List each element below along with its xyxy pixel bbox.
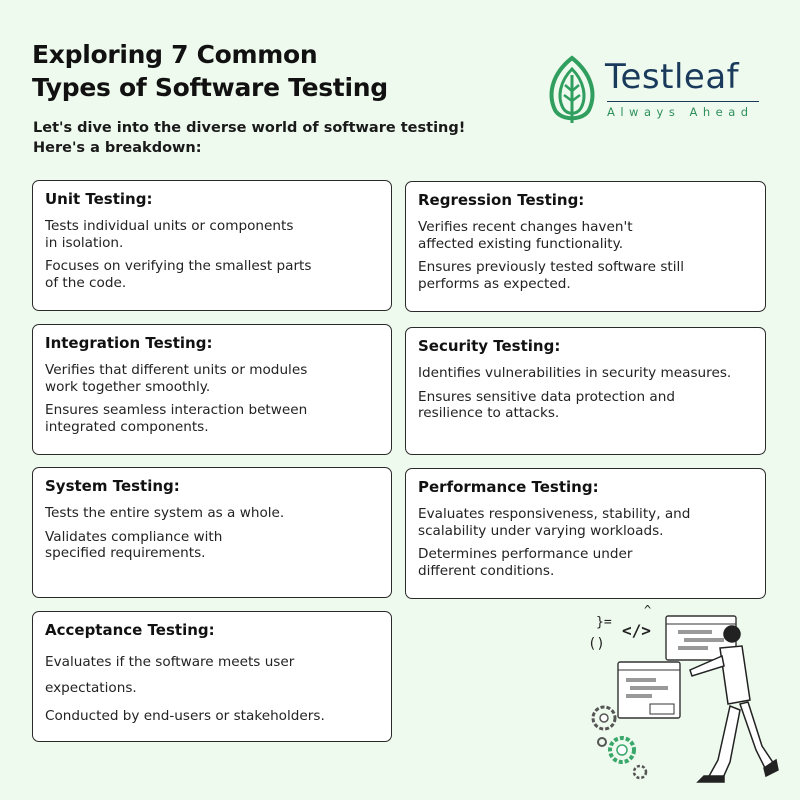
- card-point-line: expectations.: [45, 680, 137, 696]
- card-title: Unit Testing:: [45, 190, 153, 208]
- card-point-line: Verifies recent changes haven't: [418, 219, 633, 235]
- gear-icon: [610, 738, 634, 762]
- card-point-line: Conducted by end-users or stakeholders.: [45, 708, 325, 724]
- card-point: [418, 546, 753, 579]
- card-point-line: Ensures sensitive data protection and: [418, 388, 675, 405]
- svg-text:}=: }=: [596, 615, 612, 630]
- card-point-line: in isolation.: [45, 234, 124, 251]
- card-point: [45, 505, 379, 522]
- card-point-line: of the code.: [45, 274, 127, 291]
- svg-text:^: ^: [644, 603, 652, 617]
- card-point: [45, 649, 379, 701]
- code-panel: [618, 662, 680, 718]
- gear-icon: [593, 707, 615, 729]
- card-point: [45, 708, 379, 725]
- card-point: [45, 258, 379, 291]
- svg-text:(): (): [588, 636, 605, 652]
- logo-divider: [607, 101, 759, 102]
- card-title: System Testing:: [45, 477, 180, 495]
- card-point-line: Tests individual units or components: [45, 218, 294, 234]
- card-integration-testing: [32, 324, 392, 455]
- card-point: [418, 365, 753, 382]
- card-point-line: different conditions.: [418, 562, 555, 579]
- subtitle-line-2: Here's a breakdown:: [33, 140, 202, 156]
- card-point-line: Ensures previously tested software still: [418, 259, 685, 275]
- page-subtitle: [33, 118, 465, 158]
- card-point: [45, 218, 379, 251]
- card-title: Regression Testing:: [418, 191, 585, 209]
- card-point-line: performs as expected.: [418, 275, 571, 292]
- card-point-line: resilience to attacks.: [418, 405, 560, 421]
- card-point-line: scalability under varying workloads.: [418, 522, 664, 539]
- gear-icon: [598, 738, 606, 746]
- card-performance-testing: [405, 468, 766, 599]
- leaf-logo-icon: [545, 55, 600, 125]
- card-point: [45, 402, 379, 435]
- card-acceptance-testing: [32, 611, 392, 742]
- card-point-line: Tests the entire system as a whole.: [45, 505, 285, 521]
- gear-icon: [634, 766, 646, 778]
- svg-text:</>: </>: [622, 621, 651, 640]
- logo-tagline: Always Ahead: [607, 105, 754, 119]
- card-point-line: Identifies vulnerabilities in security measures.: [418, 365, 732, 381]
- card-point-line: specified requirements.: [45, 545, 206, 561]
- page-title: [32, 38, 388, 104]
- card-point: [418, 506, 753, 539]
- card-title: Performance Testing:: [418, 478, 599, 496]
- card-regression-testing: [405, 181, 766, 312]
- card-point: [418, 219, 753, 252]
- title-line-1: Exploring 7 Common: [32, 40, 318, 69]
- card-title: Security Testing:: [418, 337, 561, 355]
- card-point: [45, 529, 379, 562]
- card-title: Acceptance Testing:: [45, 621, 215, 639]
- title-line-2: Types of Software Testing: [32, 73, 388, 102]
- card-point-line: Determines performance under: [418, 546, 633, 562]
- card-title: Integration Testing:: [45, 334, 213, 352]
- card-point-line: Verifies that different units or modules: [45, 362, 308, 378]
- card-point-line: Evaluates responsiveness, stability, and: [418, 506, 691, 522]
- card-point: [45, 362, 379, 395]
- logo-name: Testleaf: [605, 57, 740, 97]
- subtitle-line-1: Let's dive into the diverse world of software testing!: [33, 120, 466, 136]
- card-point-line: integrated components.: [45, 418, 209, 435]
- card-unit-testing: [32, 180, 392, 311]
- card-point-line: Ensures seamless interaction between: [45, 402, 308, 418]
- code-tag-icon: [588, 603, 651, 652]
- card-point-line: Validates compliance with: [45, 528, 223, 545]
- card-point-line: affected existing functionality.: [418, 235, 624, 252]
- testleaf-logo: [545, 55, 770, 125]
- card-point-line: Evaluates if the software meets user: [45, 654, 295, 670]
- card-point: [418, 259, 753, 292]
- card-system-testing: [32, 467, 392, 598]
- developer-illustration: [580, 600, 780, 790]
- card-security-testing: [405, 327, 766, 455]
- card-point-line: work together smoothly.: [45, 378, 211, 395]
- card-point: [418, 389, 753, 422]
- card-point-line: Focuses on verifying the smallest parts: [45, 258, 312, 274]
